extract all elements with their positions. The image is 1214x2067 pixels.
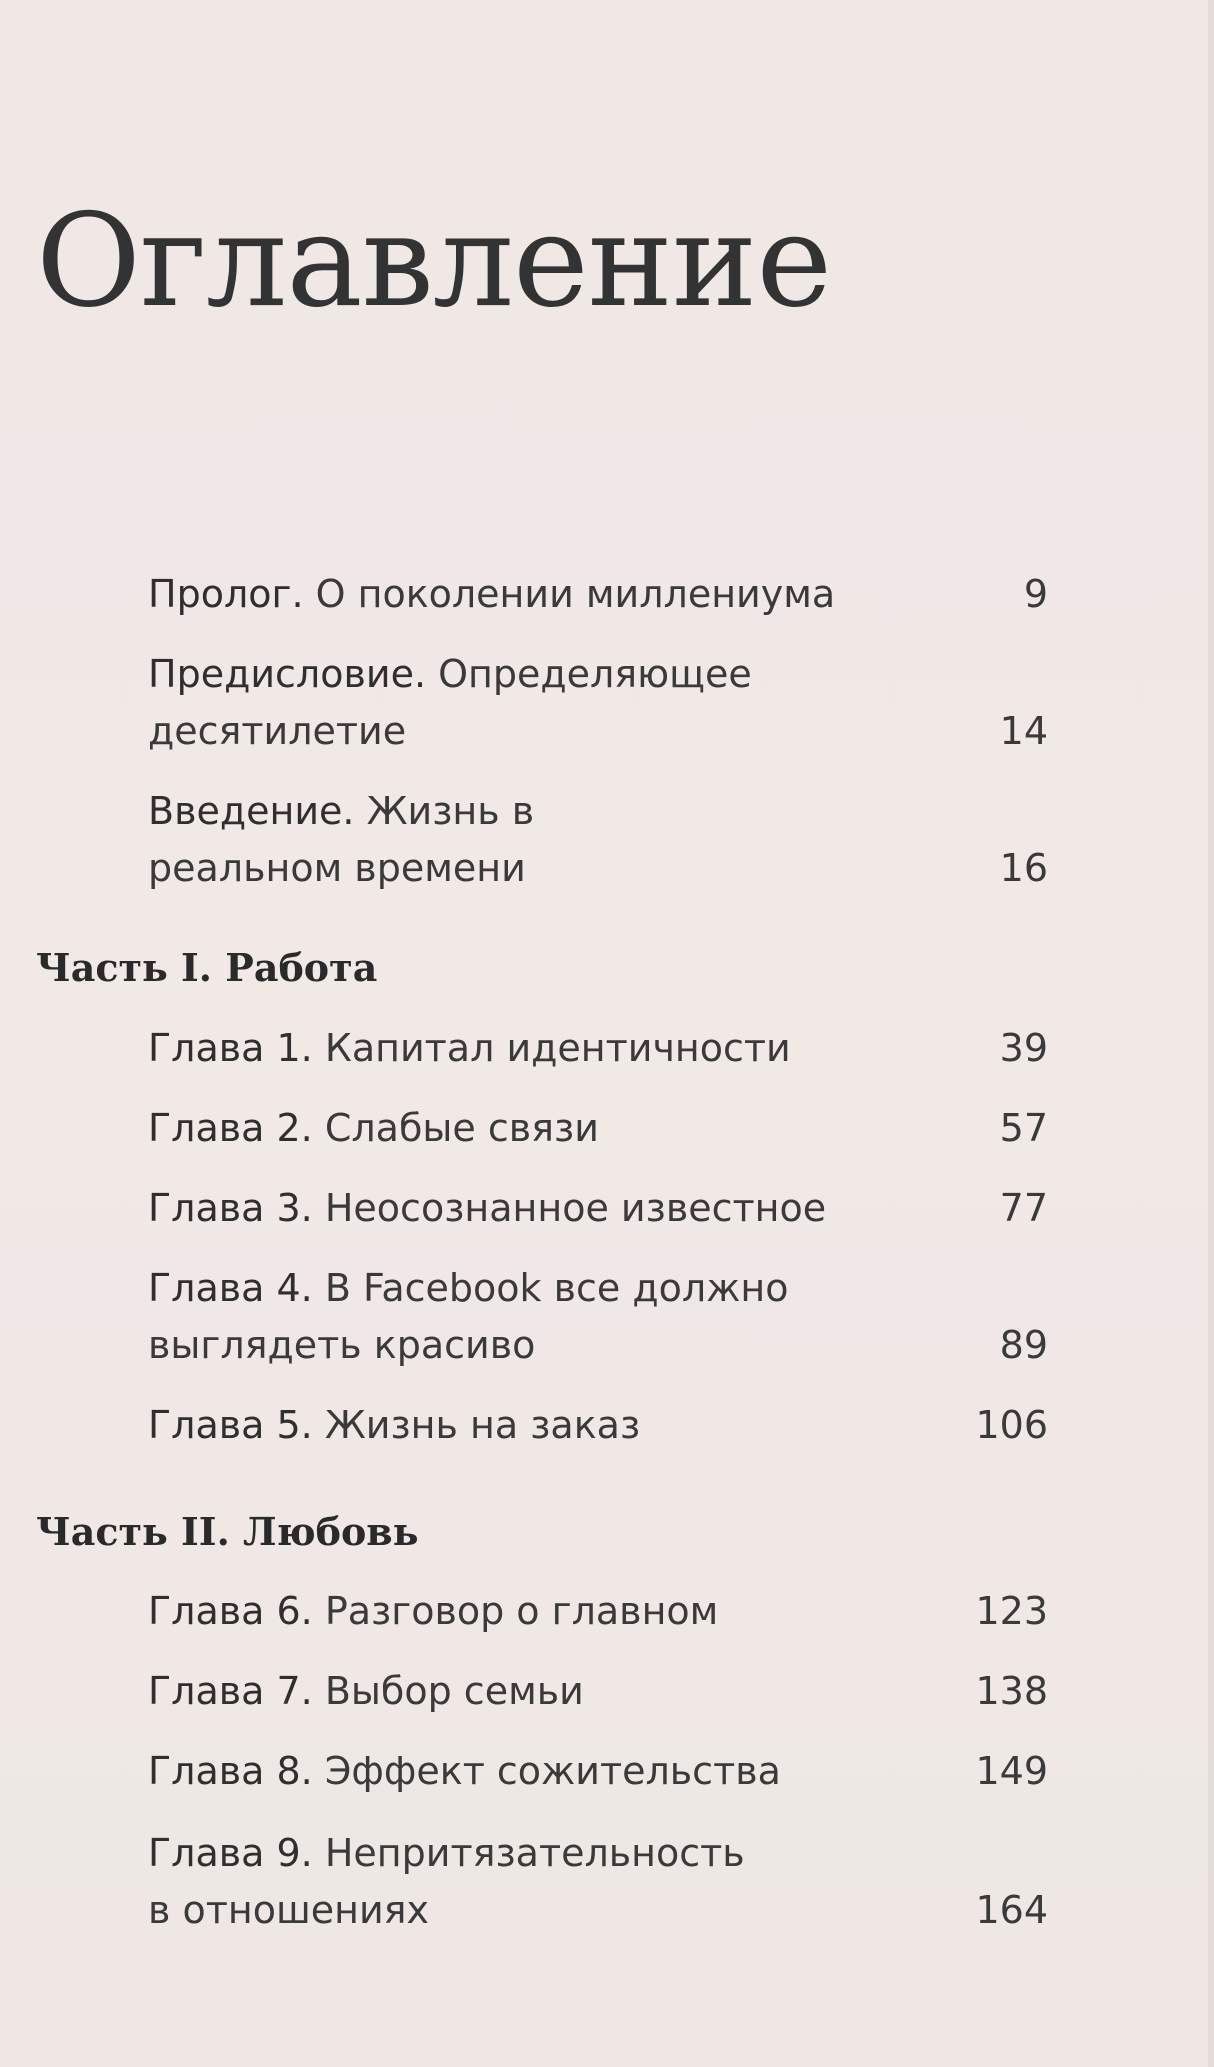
- toc-entry-title: Неосознанное известное: [312, 1186, 827, 1230]
- toc-entry-chapter-1: [148, 1020, 1048, 1077]
- toc-entry-text: [148, 783, 568, 897]
- toc-entry-text: [148, 1100, 908, 1157]
- toc-entry-text: [148, 1743, 908, 1800]
- toc-entry-title: Жизнь в реальном времени: [148, 789, 535, 890]
- toc-page-number: 16: [999, 846, 1048, 890]
- toc-page-number: 39: [999, 1026, 1048, 1070]
- toc-entry-title: Непритязательность в отношениях: [148, 1831, 745, 1932]
- toc-entry-lead: Глава 9.: [148, 1831, 313, 1875]
- toc-entry-text: [148, 1583, 908, 1640]
- toc-entry-prologue: [148, 566, 1048, 623]
- toc-entry-lead: Глава 3.: [148, 1186, 313, 1230]
- toc-page-number: 9: [1023, 572, 1048, 616]
- toc-page-number: 57: [999, 1106, 1048, 1150]
- toc-entry-lead: Предисловие.: [148, 652, 427, 696]
- toc-entry-lead: Глава 7.: [148, 1669, 313, 1713]
- toc-entry-lead: Введение.: [148, 789, 355, 833]
- toc-entry-lead: Глава 8.: [148, 1749, 313, 1793]
- toc-entry-lead: Глава 5.: [148, 1403, 313, 1447]
- toc-entry-chapter-5: [148, 1397, 1048, 1454]
- toc-entry-text: [148, 1397, 908, 1454]
- toc-entry-foreword: [148, 646, 1048, 760]
- toc-entry-title: Эффект сожительства: [312, 1749, 781, 1793]
- toc-page-number: 164: [975, 1888, 1048, 1932]
- toc-entry-title: Определяющее десятилетие: [148, 652, 752, 753]
- toc-entry-title: Разговор о главном: [312, 1589, 719, 1633]
- toc-page-number: 89: [999, 1323, 1048, 1367]
- toc-entry-lead: Глава 2.: [148, 1106, 313, 1150]
- toc-entry-lead: Пролог.: [148, 572, 304, 616]
- toc-page-number: 106: [975, 1403, 1048, 1447]
- toc-entry-lead: Глава 1.: [148, 1026, 313, 1070]
- toc-entry-chapter-9: [148, 1825, 1048, 1939]
- toc-entry-text: [148, 1825, 748, 1939]
- toc-entry-lead: Глава 6.: [148, 1589, 313, 1633]
- toc-entry-text: [148, 1663, 908, 1720]
- toc-entry-text: [148, 1260, 808, 1374]
- toc-entry-text: [148, 566, 908, 623]
- toc-entry-title: Выбор семьи: [312, 1669, 584, 1713]
- toc-entry-chapter-4: [148, 1260, 1048, 1374]
- toc-page-number: 77: [999, 1186, 1048, 1230]
- toc-entry-text: [148, 1020, 908, 1077]
- toc-page-number: 138: [975, 1669, 1048, 1713]
- toc-entry-title: Капитал идентичности: [312, 1026, 791, 1070]
- toc-entry-chapter-7: [148, 1663, 1048, 1720]
- toc-entry-chapter-3: [148, 1180, 1048, 1237]
- toc-entry-intro: [148, 783, 1048, 897]
- toc-entry-title: О поколении миллениума: [303, 572, 836, 616]
- toc-entry-title: Слабые связи: [312, 1106, 599, 1150]
- toc-entry-chapter-8: [148, 1743, 1048, 1800]
- page-title: Оглавление: [36, 187, 832, 336]
- part-heading-work: Часть I. Работа: [36, 945, 378, 990]
- page-edge: [1208, 0, 1214, 2067]
- toc-entry-text: [148, 646, 848, 760]
- toc-entry-chapter-6: [148, 1583, 1048, 1640]
- toc-page-number: 14: [999, 709, 1048, 753]
- part-heading-love: Часть II. Любовь: [36, 1509, 419, 1554]
- toc-entry-title: В Facebook все должно выглядеть красиво: [148, 1266, 789, 1367]
- toc-entry-lead: Глава 4.: [148, 1266, 313, 1310]
- toc-entry-title: Жизнь на заказ: [312, 1403, 641, 1447]
- toc-page-number: 123: [975, 1589, 1048, 1633]
- toc-entry-chapter-2: [148, 1100, 1048, 1157]
- toc-page-number: 149: [975, 1749, 1048, 1793]
- toc-entry-text: [148, 1180, 908, 1237]
